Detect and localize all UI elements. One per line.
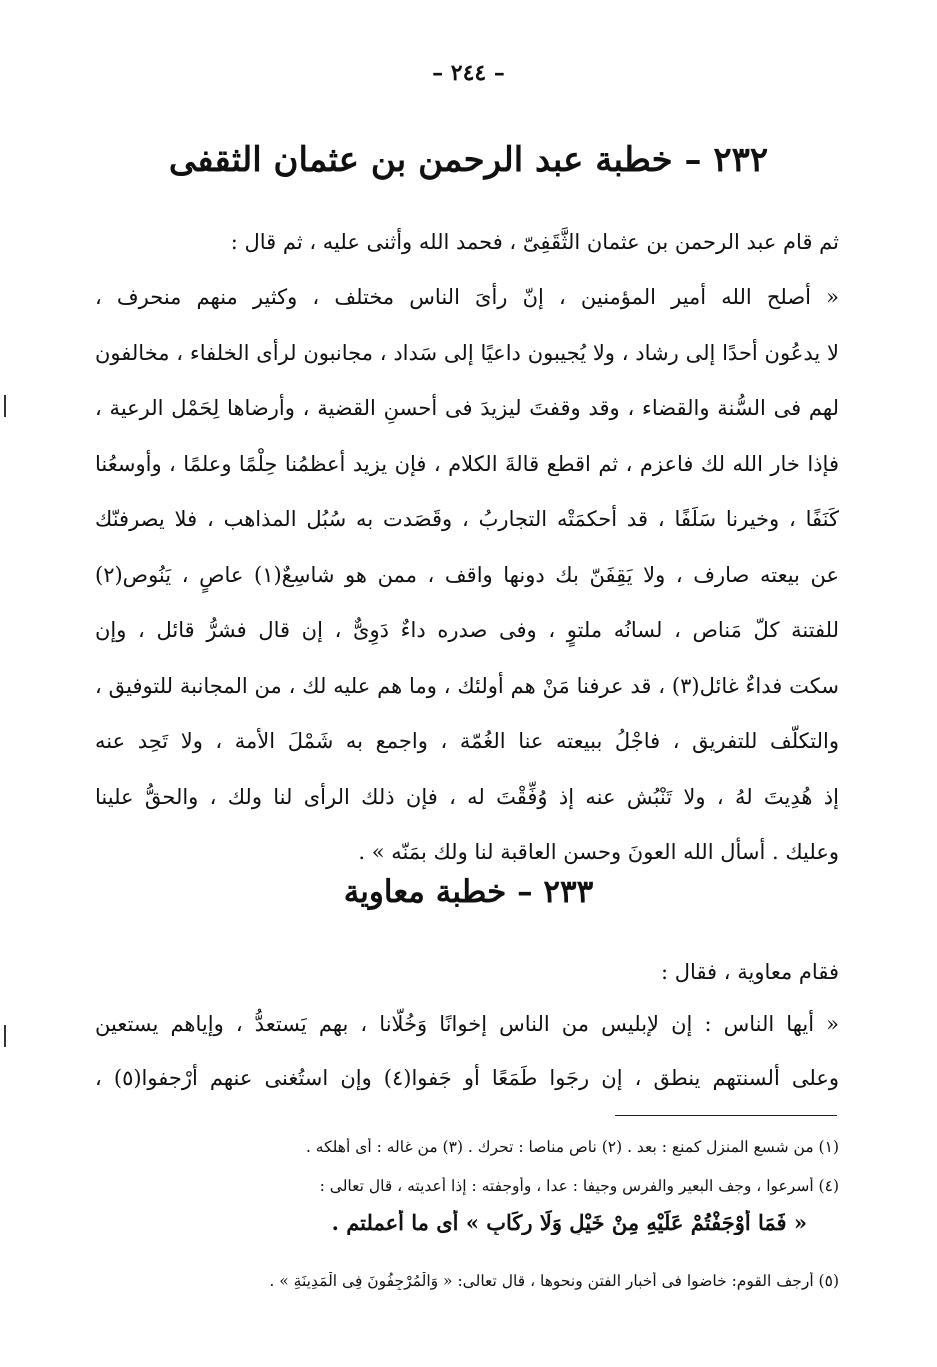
paragraph-line: وعليك . أسأل الله العونَ وحسن العاقبة لنا ولك بمَنّه » . (358, 840, 839, 864)
footnote-quran-line: « فَمَا أَوْجَفْتُمْ عَلَيْهِ مِنْ خَيْلٍ وَلَا رِكَابٍ » أى ما أعملتم . (331, 1210, 807, 1235)
paragraph-line: للفتنة كلّ مَناص ، لسانُه ملتوٍ ، وفى صدره داءٌ دَوِىٌّ ، إن قال فشرُّ قائل ، وإن (95, 618, 839, 642)
paragraph-line: لهم فى السُّنة والقضاء ، وقد وقفتَ ليزيدَ فى أحسنِ القضية ، وأرضاها لِحَمْل الرعية ، (95, 396, 839, 420)
paragraph-line: فقام معاوية ، فقال : (661, 960, 839, 984)
page-number: – ٢٤٤ – (432, 60, 505, 86)
section-title-232: ٢٣٢ – خطبة عبد الرحمن بن عثمان الثقفى (168, 140, 769, 180)
scan-margin-mark (4, 395, 6, 417)
scan-margin-mark (4, 1025, 6, 1047)
footnote-separator (615, 1115, 837, 1116)
footnote-line: (٤) أسرعوا ، وجف البعير والفرس وجيفا : عدا ، وأوجفته : إذا أعديته ، قال تعالى : (319, 1177, 839, 1195)
paragraph-line: فإذا خار الله لك فاعزم ، ثم اقطع قالةَ الكلام ، فإن يزيد أعظمُنا حِلْمًا وعلمًا ، وأوسعُنا (95, 452, 839, 476)
speech-body-232 (95, 214, 839, 886)
paragraph-line: ثم قام عبد الرحمن بن عثمان الثَّقَفِىّ ، فحمد الله وأثنى عليه ، ثم قال : (230, 230, 839, 254)
paragraph-line: عن بيعته صارف ، ولا يَقِفَنّ بك دونها واقف ، ممن هو شاسِعٌ(١) عاصٍ ، يَنُوص(٢) (95, 563, 839, 587)
paragraph-line: إذ هُدِيتَ لهُ ، ولا تَنْبُش عنه إذ وُفِّقْتَ له ، فإن ذلك الرأى لنا ولك ، والحقُّ علينا (95, 785, 839, 809)
paragraph-line: وعلى ألسنتهم ينطق ، إن رجَوا طَمَعًا أو جَفوا(٤) وإن استُغنى عنهم أرْجفوا(٥) ، (95, 1066, 839, 1090)
paragraph-line: « أصلح الله أمير المؤمنين ، إنّ رأىَ الناس مختلف ، وكثير منهم منحرف ، (95, 285, 839, 309)
paragraph-line: كَنَفًا ، وخيرنا سَلَفًا ، قد أحكمَتْه التجاربُ ، وقَصَدت به سُبُل المذاهب ، فلا يصرفنّك (95, 507, 839, 531)
paragraph-line: « أيها الناس : إن لإبليس من الناس إخوانًا وَخُلّانا ، بهم يَستعدُّ ، وإياهم يستعين (95, 1012, 839, 1036)
paragraph-line: والتكلّف للتفريق ، فاجْلُ ببيعته عنا الغُمّة ، واجمع به شَمْلَ الأمة ، ولا تَحِد عنه (95, 729, 839, 753)
section-title-233: ٢٣٣ – خطبة معاوية (343, 874, 594, 910)
footnote-line: (٥) أرجف القوم: خاضوا فى أخبار الفتن ونحوها ، قال تعالى: « وَالْمُرْجِفُونَ فِى الْمَدِينَةِ » . (269, 1272, 839, 1290)
paragraph-line: لا يدعُون أحدًا إلى رشاد ، ولا يُجيبون داعيًا إلى سَداد ، مجانبون لرأى الخلفاء ، مخالفون (95, 341, 839, 365)
speech-body-233 (95, 944, 839, 1114)
footnote-line: (١) من شسع المنزل كمنع : بعد . (٢) ناص مناصا : تحرك . (٣) من غاله : أى أهلكه . (305, 1138, 839, 1156)
paragraph-line: سكت فداءٌ غائل(٣) ، قد عرفنا مَنْ هم أولئك ، وما هم عليه لك ، من المجانبة للتوفيق ، (95, 674, 839, 698)
